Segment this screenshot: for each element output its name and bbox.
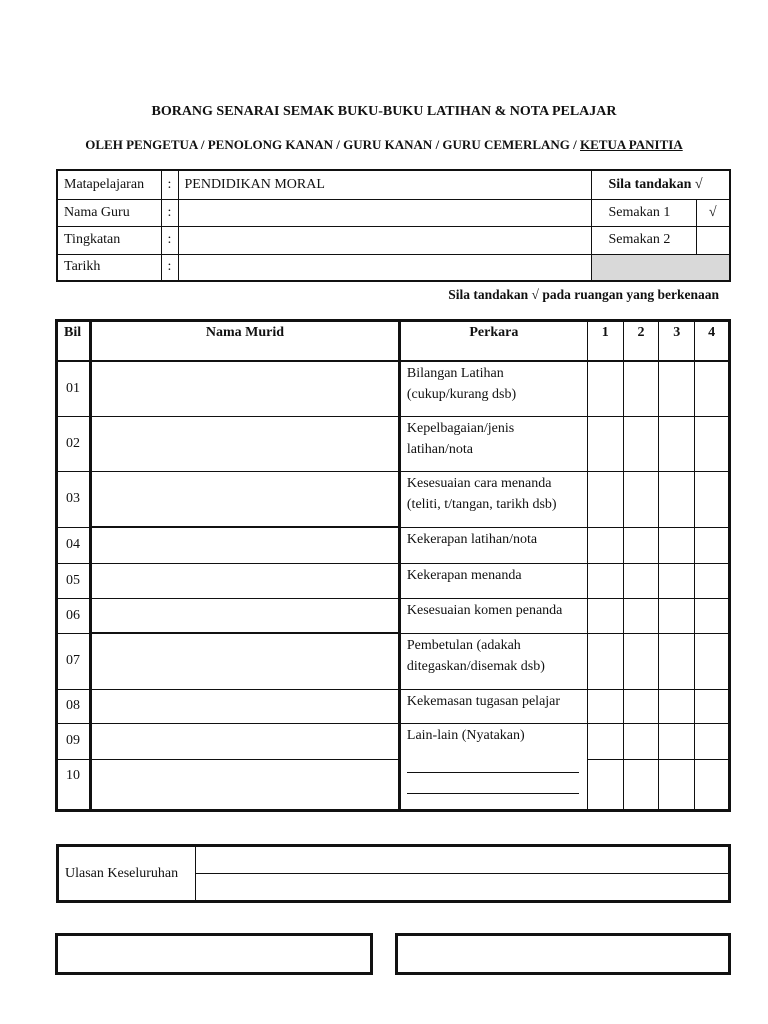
check-cell-1[interactable] — [587, 598, 623, 633]
check-cell-4[interactable] — [695, 471, 730, 527]
check-cell-3[interactable] — [659, 527, 695, 563]
info-table — [56, 169, 731, 282]
perkara-cell — [399, 361, 587, 416]
header-bil: Bil — [57, 321, 91, 362]
form-title: BORANG SENARAI SEMAK BUKU-BUKU LATIHAN & NOTA PELAJAR — [151, 104, 617, 119]
perkara-line-2: (teliti, t/tangan, tarikh dsb) — [406, 496, 557, 512]
subtitle-roles: OLEH PENGETUA / PENOLONG KANAN / GURU KANAN / GURU CEMERLANG / — [85, 137, 581, 152]
check-cell-3[interactable] — [659, 633, 695, 689]
check-cell-4[interactable] — [695, 527, 730, 563]
perkara-cell: Kesesuaian komen penanda — [399, 598, 587, 633]
perkara-cell — [399, 471, 587, 527]
table-header-row — [57, 321, 730, 362]
colon: : — [161, 199, 178, 226]
header-nama-murid: Nama Murid — [90, 321, 399, 362]
check-cell-1[interactable] — [587, 471, 623, 527]
label-semakan-2: Semakan 2 — [591, 226, 696, 254]
label-tarikh: Tarikh — [57, 254, 161, 281]
check-cell-3[interactable] — [659, 723, 695, 759]
ulasan-line-2[interactable] — [195, 874, 729, 902]
check-cell-2[interactable] — [623, 598, 659, 633]
check-cell-4[interactable] — [695, 416, 730, 471]
nama-murid-cell[interactable] — [90, 598, 399, 633]
shaded-cell — [591, 254, 730, 281]
nama-murid-cell[interactable] — [90, 361, 399, 416]
check-cell-2[interactable] — [623, 759, 659, 810]
semakan-2-checkbox[interactable] — [696, 226, 730, 254]
check-cell-2[interactable] — [623, 689, 659, 723]
check-cell-2[interactable] — [623, 723, 659, 759]
perkara-line-2: ditegaskan/disemak dsb) — [406, 658, 545, 674]
table-row — [57, 598, 730, 633]
check-cell-4[interactable] — [695, 723, 730, 759]
header-col-3: 3 — [659, 321, 695, 362]
nama-murid-cell[interactable] — [90, 563, 399, 598]
form-subtitle — [0, 137, 768, 153]
table-row — [57, 416, 730, 471]
check-cell-4[interactable] — [695, 759, 730, 810]
perkara-line-1: Lain-lain (Nyatakan) — [406, 727, 525, 743]
check-cell-3[interactable] — [659, 471, 695, 527]
label-nama-guru: Nama Guru — [57, 199, 161, 226]
perkara-line-1: Bilangan Latihan — [406, 366, 504, 381]
checklist-table — [55, 319, 731, 812]
table-row — [57, 633, 730, 689]
row-number: 10 — [57, 759, 91, 810]
ulasan-line-1[interactable] — [195, 846, 729, 874]
row-number: 07 — [57, 633, 91, 689]
nama-murid-cell[interactable] — [90, 416, 399, 471]
perkara-line-2: latihan/nota — [406, 441, 473, 457]
check-cell-1[interactable] — [587, 759, 623, 810]
label-matapelajaran: Matapelajaran — [57, 170, 161, 199]
header-col-4: 4 — [695, 321, 730, 362]
nama-murid-cell[interactable] — [90, 633, 399, 689]
label-semakan-1: Semakan 1 — [591, 199, 696, 226]
table-row — [57, 723, 730, 759]
ulasan-label: Ulasan Keseluruhan — [58, 846, 196, 902]
check-cell-1[interactable] — [587, 527, 623, 563]
table-row — [57, 689, 730, 723]
table-row — [57, 563, 730, 598]
colon: : — [161, 170, 178, 199]
check-cell-1[interactable] — [587, 416, 623, 471]
check-cell-4[interactable] — [695, 361, 730, 416]
row-number: 09 — [57, 723, 91, 759]
nama-murid-cell[interactable] — [90, 759, 399, 810]
check-cell-3[interactable] — [659, 416, 695, 471]
check-cell-3[interactable] — [659, 598, 695, 633]
colon: : — [161, 254, 178, 281]
check-cell-1[interactable] — [587, 723, 623, 759]
perkara-cell: Kekerapan latihan/nota — [399, 527, 587, 563]
perkara-cell — [399, 416, 587, 471]
check-cell-1[interactable] — [587, 633, 623, 689]
nama-murid-cell[interactable] — [90, 471, 399, 527]
header-col-2: 2 — [623, 321, 659, 362]
perkara-line-1: Kepelbagaian/jenis — [406, 420, 515, 436]
perkara-cell — [399, 633, 587, 689]
semakan-1-checkbox[interactable]: √ — [696, 199, 730, 226]
write-line[interactable] — [407, 760, 579, 773]
tarikh-field[interactable] — [178, 254, 591, 281]
check-cell-4[interactable] — [695, 598, 730, 633]
check-cell-3[interactable] — [659, 563, 695, 598]
table-row — [57, 527, 730, 563]
perkara-cell: Kekerapan menanda — [399, 563, 587, 598]
perkara-line-1: Kesesuaian cara menanda — [406, 475, 552, 491]
perkara-line-1: Pembetulan (adakah — [406, 637, 521, 653]
check-cell-1[interactable] — [587, 361, 623, 416]
check-cell-2[interactable] — [623, 633, 659, 689]
header-perkara: Perkara — [399, 321, 587, 362]
signature-box-right[interactable] — [395, 933, 731, 975]
row-number: 04 — [57, 527, 91, 563]
check-cell-4[interactable] — [695, 633, 730, 689]
check-cell-2[interactable] — [623, 471, 659, 527]
check-cell-1[interactable] — [587, 689, 623, 723]
check-cell-3[interactable] — [659, 361, 695, 416]
perkara-cell: Kekemasan tugasan pelajar — [399, 689, 587, 723]
header-col-1: 1 — [587, 321, 623, 362]
check-cell-3[interactable] — [659, 759, 695, 810]
table-row — [57, 759, 730, 810]
matapelajaran-field[interactable]: PENDIDIKAN MORAL — [178, 170, 591, 199]
check-cell-3[interactable] — [659, 689, 695, 723]
nama-murid-cell[interactable] — [90, 689, 399, 723]
check-cell-1[interactable] — [587, 563, 623, 598]
lain-lain-cell — [399, 723, 587, 810]
check-cell-4[interactable] — [695, 563, 730, 598]
write-line[interactable] — [407, 781, 579, 794]
check-cell-2[interactable] — [623, 563, 659, 598]
signature-box-left[interactable] — [55, 933, 373, 975]
subtitle-ketua-panitia: KETUA PANITIA — [580, 137, 683, 152]
tingkatan-field[interactable] — [178, 226, 591, 254]
nama-murid-cell[interactable] — [90, 723, 399, 759]
row-number: 03 — [57, 471, 91, 527]
table-row — [57, 361, 730, 416]
check-cell-2[interactable] — [623, 361, 659, 416]
colon: : — [161, 226, 178, 254]
check-cell-2[interactable] — [623, 416, 659, 471]
label-tingkatan: Tingkatan — [57, 226, 161, 254]
row-number: 01 — [57, 361, 91, 416]
row-number: 02 — [57, 416, 91, 471]
row-number: 06 — [57, 598, 91, 633]
instruction-note: Sila tandakan √ pada ruangan yang berkenaan — [448, 287, 719, 302]
check-header: Sila tandakan √ — [591, 170, 730, 199]
nama-guru-field[interactable] — [178, 199, 591, 226]
row-number: 05 — [57, 563, 91, 598]
check-cell-4[interactable] — [695, 689, 730, 723]
check-cell-2[interactable] — [623, 527, 659, 563]
row-number: 08 — [57, 689, 91, 723]
ulasan-table — [56, 844, 731, 903]
perkara-line-2: (cukup/kurang dsb) — [406, 387, 517, 402]
table-row — [57, 471, 730, 527]
nama-murid-cell[interactable] — [90, 527, 399, 563]
